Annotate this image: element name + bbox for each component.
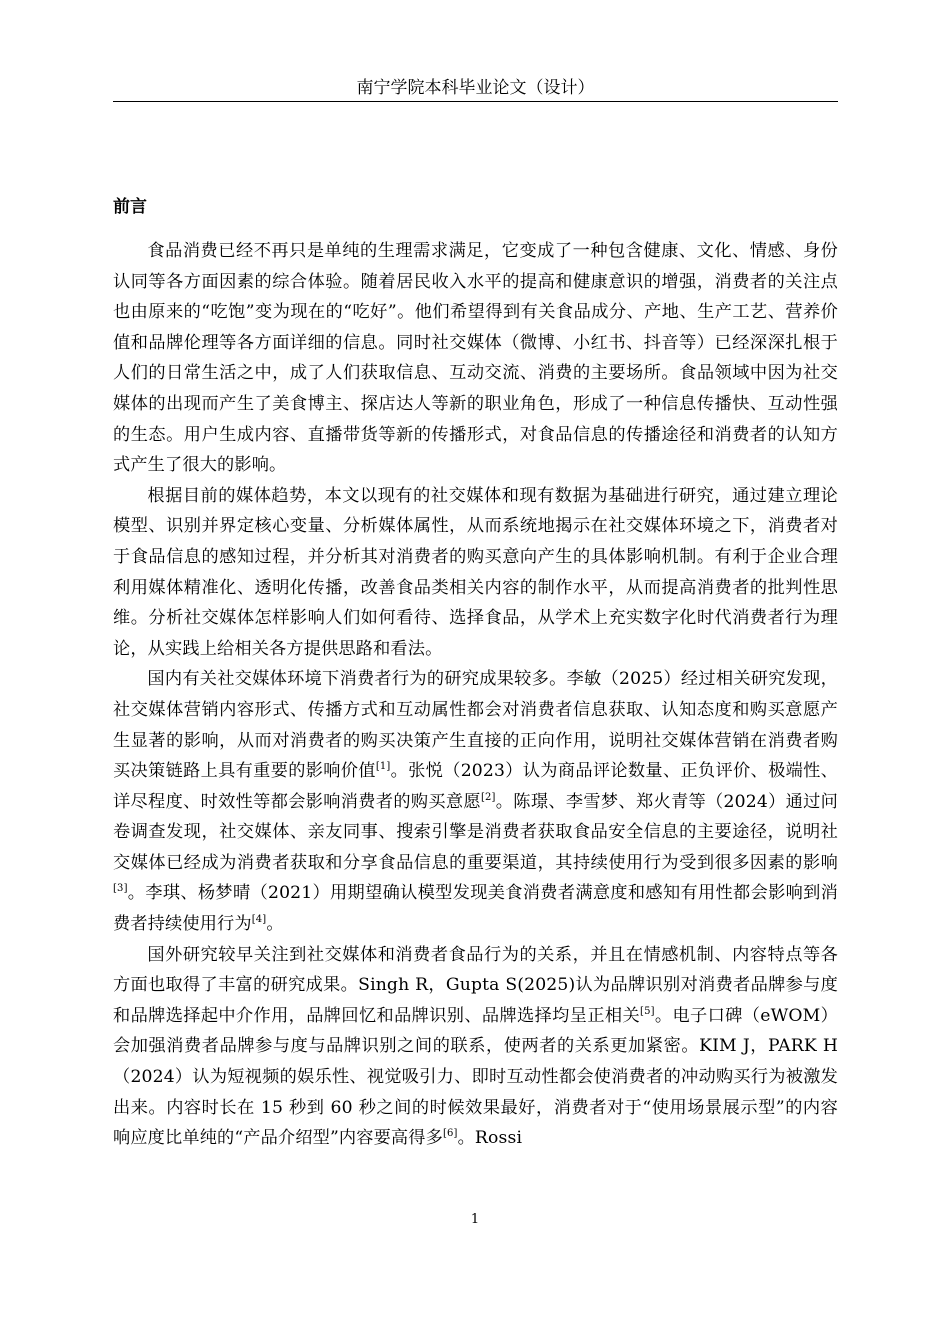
paragraph-text: 。张悦（2023）认为商品评论数量、正负评价、极端性、详尽程度、时效性等都会影响消费者的购买意愿 — [113, 761, 838, 812]
citation-6[interactable]: [6] — [442, 1128, 458, 1140]
paragraph-text: 。李琪、杨梦晴（2021）用期望确认模型发现美食消费者满意度和感知有用性都会影响到消费者持续使用行为 — [113, 883, 838, 935]
paragraph-text: 国外研究较早关注到社交媒体和消费者食品行为的关系，并且在情感机制、内容特点等各方面也取得了丰富的研究成果。Singh R，Gupta S(2025)认为品牌识别对消费者品牌参与度和品牌选择起中介作用，品牌回忆和品牌识别、品牌选择均呈正相关 — [113, 944, 838, 1026]
paragraph-text: 。 — [266, 914, 284, 935]
section-title: 前言 — [113, 197, 147, 217]
citation-2[interactable]: [2] — [480, 791, 496, 803]
page-header: 南宁学院本科毕业论文（设计） — [356, 78, 595, 98]
paragraph-text: 。电子口碑（eWOM）会加强消费者品牌参与度与品牌识别之间的联系，使两者的关系更加紧密。KIM J，PARK H（2024）认为短视频的娱乐性、视觉吸引力、即时互动性都会使消费者的冲动购买行为被激发出来。内容时长在 15 秒到 60 秒之间的时候效果最好，消费者对于“使用场景展示型”的内容响应度比单纯的“产品介绍型”内容要高得多 — [113, 1005, 838, 1149]
paragraph-text: 。Rossi — [457, 1128, 523, 1149]
citation-3[interactable]: [3] — [113, 883, 128, 895]
citation-1[interactable]: [1] — [375, 761, 391, 773]
body-text — [113, 236, 838, 1154]
paragraph-4 — [113, 940, 838, 1154]
citation-5[interactable]: [5] — [640, 1005, 655, 1017]
paragraph-text: 。陈璟、李雪梦、郑火青等（2024）通过问卷调查发现，社交媒体、亲友同事、搜索引擎是消费者获取食品安全信息的主要途径，说明社交媒体已经成为消费者获取和分享食品信息的重要渠道，其持续使用行为受到很多因素的影响 — [113, 791, 838, 873]
paragraph-2 — [113, 481, 838, 665]
paragraph-text: 国内有关社交媒体环境下消费者行为的研究成果较多。李敏（2025）经过相关研究发现，社交媒体营销内容形式、传播方式和互动属性都会对消费者信息获取、认知态度和购买意愿产生显著的影响，从而对消费者的购买决策产生直接的正向作用，说明社交媒体营销在消费者购买决策链路上具有重要的影响价值 — [113, 669, 838, 782]
citation-4[interactable]: [4] — [251, 914, 267, 926]
header-rule — [113, 101, 838, 102]
paragraph-1 — [113, 236, 838, 481]
paragraph-text: 根据目前的媒体趋势，本文以现有的社交媒体和现有数据为基础进行研究，通过建立理论模型、识别并界定核心变量、分析媒体属性，从而系统地揭示在社交媒体环境之下，消费者对于食品信息的感知过程，并分析其对消费者的购买意向产生的具体影响机制。有利于企业合理利用媒体精准化、透明化传播，改善食品类相关内容的制作水平，从而提高消费者的批判性思维。分析社交媒体怎样影响人们如何看待、选择食品，从学术上充实数字化时代消费者行为理论，从实践上给相关各方提供思路和看法。 — [113, 485, 838, 659]
paragraph-text: 食品消费已经不再只是单纯的生理需求满足，它变成了一种包含健康、文化、情感、身份认同等各方面因素的综合体验。随着居民收入水平的提高和健康意识的增强，消费者的关注点也由原来的“吃饱”变为现在的“吃好”。他们希望得到有关食品成分、产地、生产工艺、营养价值和品牌伦理等各方面详细的信息。同时社交媒体（微博、小红书、抖音等）已经深深扎根于人们的日常生活之中，成了人们获取信息、互动交流、消费的主要场所。食品领域中因为社交媒体的出现而产生了美食博主、探店达人等新的职业角色，形成了一种信息传播快、互动性强的生态。用户生成内容、直播带货等新的传播形式，对食品信息的传播途径和消费者的认知方式产生了很大的影响。 — [113, 241, 838, 476]
paragraph-3 — [113, 664, 838, 939]
page-number: 1 — [470, 1212, 480, 1227]
